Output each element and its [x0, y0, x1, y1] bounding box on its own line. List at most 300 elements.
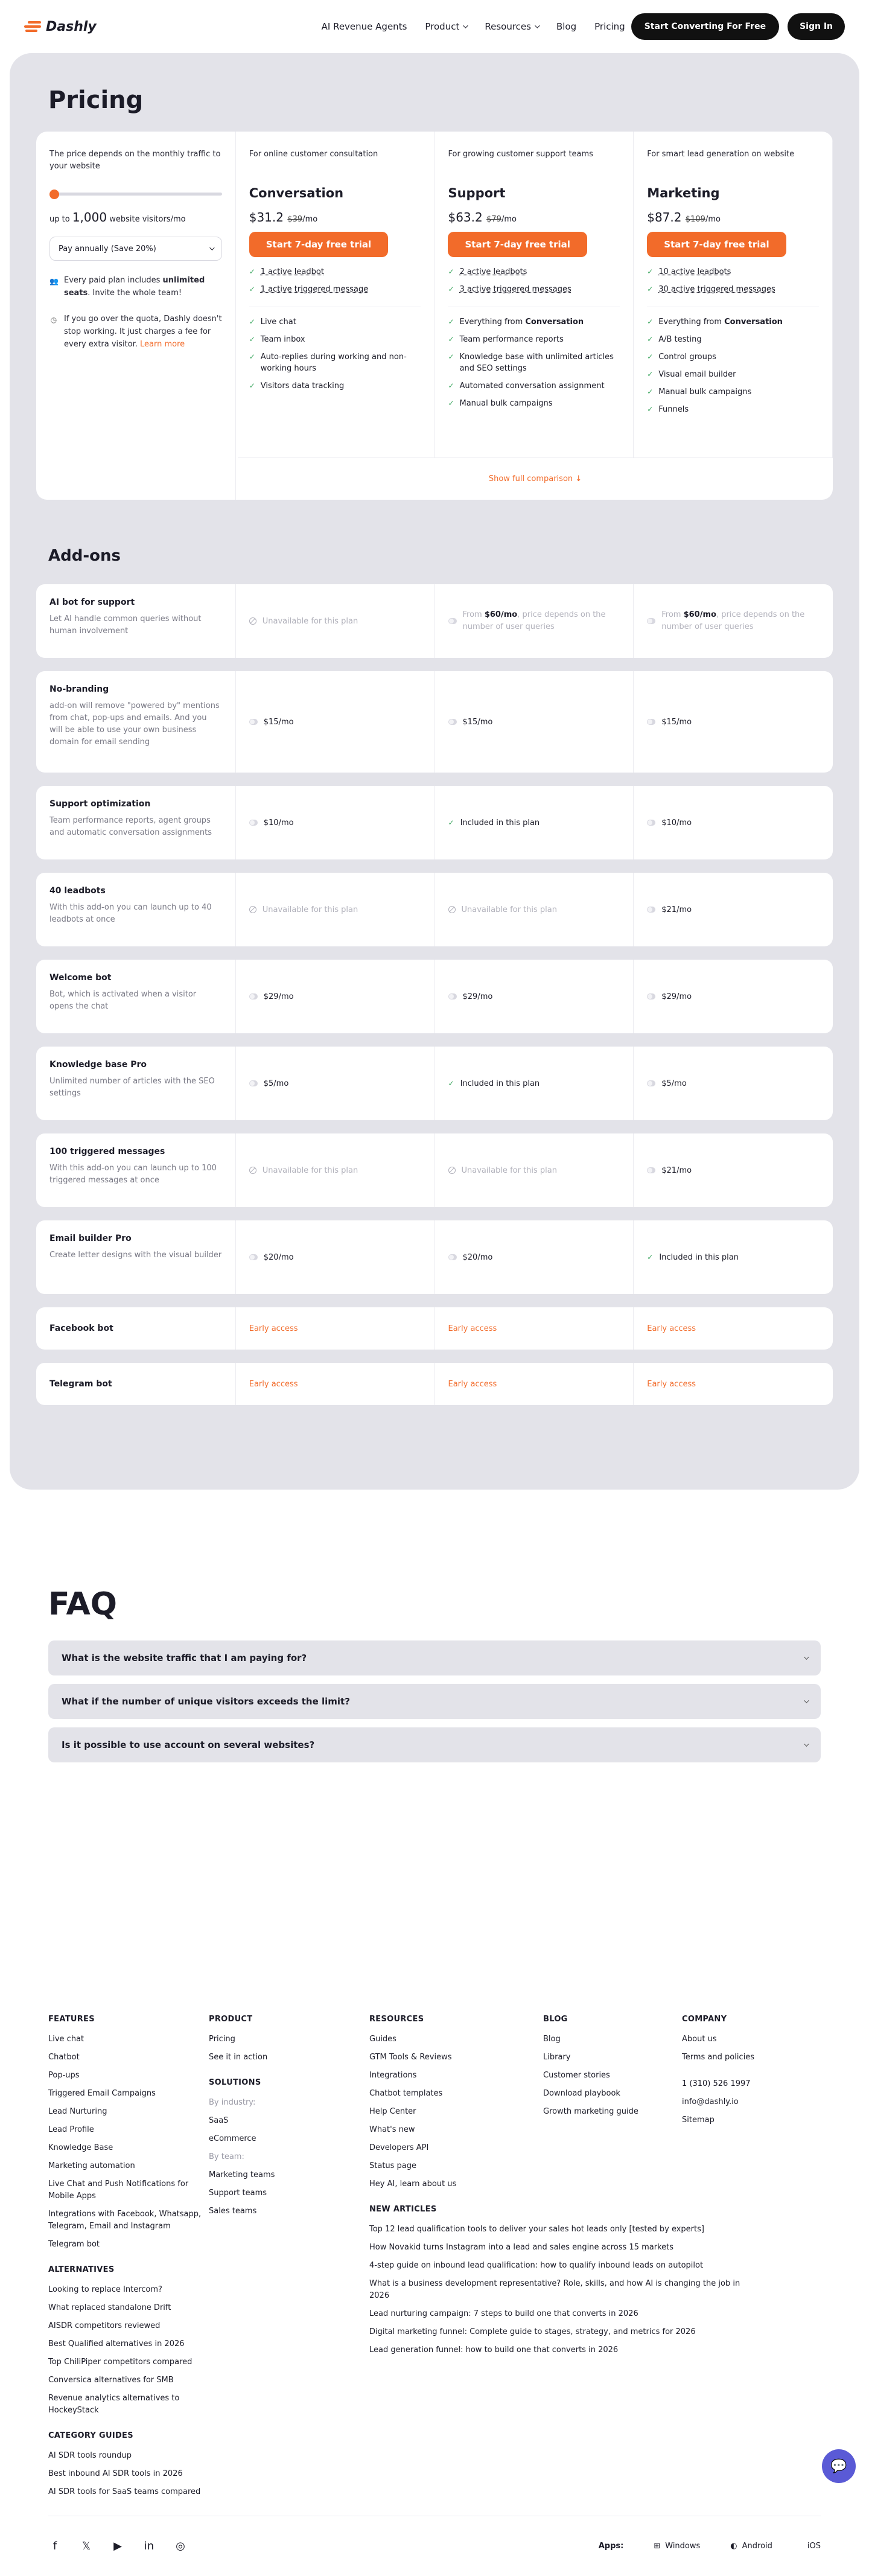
footer-link[interactable]: GTM Tools & Reviews [369, 2053, 452, 2062]
footer-link[interactable]: Support teams [209, 2189, 267, 2198]
cell-text: Included in this plan [460, 818, 540, 827]
faq-question[interactable] [48, 1727, 821, 1762]
chevron-down-icon [804, 1654, 809, 1659]
chevron-down-icon [535, 23, 540, 28]
addon-toggle[interactable] [448, 1254, 457, 1260]
logo[interactable] [24, 19, 97, 34]
addon-name: Welcome bot [49, 973, 112, 983]
logo-text: Dashly [46, 19, 97, 34]
footer-link[interactable]: Pricing [209, 2035, 235, 2044]
table-row [36, 671, 833, 773]
check-icon: ✓ [647, 370, 654, 378]
limit-text[interactable]: 10 active leadbots [658, 267, 731, 276]
traffic-slider[interactable] [49, 190, 222, 197]
everything-from: Conversation [724, 317, 783, 327]
check-icon: ✓ [647, 405, 654, 413]
footer-blog-list [543, 2033, 682, 2118]
addon-toggle[interactable] [249, 820, 258, 826]
footer-link[interactable]: Knowledge Base [48, 2143, 113, 2152]
spacer [48, 2423, 209, 2431]
nav-resources-label: Resources [485, 21, 531, 32]
limit-text[interactable]: 1 active triggered message [260, 285, 369, 294]
logo-icon [24, 20, 41, 33]
limit-text[interactable]: 30 active triggered messages [658, 285, 775, 294]
addon-cell [435, 584, 634, 658]
plan-limits [249, 263, 421, 298]
seats-note-a: Every paid plan includes [64, 276, 163, 285]
check-icon: ✓ [448, 1079, 454, 1088]
addon-cell [634, 786, 833, 859]
cell-text: Included in this plan [460, 1079, 540, 1088]
addon-toggle[interactable] [448, 993, 457, 999]
learn-more-link[interactable]: Learn more [140, 340, 185, 349]
plan-for: For smart lead generation on website [647, 150, 795, 159]
footer-link[interactable]: AI SDR tools roundup [48, 2451, 132, 2460]
addon-toggle[interactable] [249, 1080, 258, 1086]
table-row [36, 1133, 833, 1207]
check-icon: ✓ [448, 285, 454, 293]
apps-links [599, 2542, 821, 2551]
footer-link[interactable]: Top ChiliPiper competitors compared [48, 2358, 193, 2367]
plan-conversation [236, 132, 435, 457]
price-per: /mo [705, 215, 721, 224]
footer-link[interactable]: Top 12 lead qualification tools to deliver your sales hot leads only [tested by experts] [369, 2225, 704, 2234]
table-row [36, 1363, 833, 1405]
addon-toggle[interactable] [448, 618, 457, 624]
price-per: /mo [302, 215, 318, 224]
x-icon[interactable]: 𝕏 [81, 2540, 91, 2552]
addon-toggle[interactable] [249, 993, 258, 999]
list-item [647, 313, 819, 331]
faq-question[interactable] [48, 1640, 821, 1675]
addon-cell [435, 671, 634, 773]
phone-link[interactable]: 1 (310) 526 1997 [682, 2079, 751, 2088]
footer-link[interactable]: Help Center [369, 2107, 416, 2116]
check-icon: ✓ [647, 267, 654, 276]
addon-name: No-branding [49, 684, 109, 694]
footer-link[interactable]: Terms and policies [682, 2053, 754, 2062]
feature-text: Visitors data tracking [260, 381, 345, 391]
addon-toggle[interactable] [647, 1080, 655, 1086]
footer-link[interactable]: What's new [369, 2125, 415, 2134]
addon-info [36, 1133, 236, 1207]
plan-marketing [634, 132, 833, 457]
footer-link[interactable]: Lead generation funnel: how to build one that converts in 2026 [369, 2345, 619, 2354]
table-row [36, 1047, 833, 1120]
feature-text [459, 316, 584, 328]
page-title: Pricing [48, 86, 144, 114]
feature-text: Knowledge base with unlimited articles and SEO settings [459, 352, 614, 373]
pricing-config [36, 132, 236, 500]
footer-link[interactable]: Live chat [48, 2035, 84, 2044]
price-value: $87.2 [647, 210, 682, 225]
chevron-down-icon [209, 245, 214, 250]
list-item [647, 383, 819, 401]
early-access-link[interactable]: Early access [647, 1324, 696, 1333]
check-icon: ✓ [647, 1253, 654, 1261]
chat-widget-button[interactable] [822, 2449, 856, 2483]
addon-cell [236, 1133, 435, 1207]
plan-limits [448, 263, 620, 298]
footer-link[interactable]: Guides [369, 2035, 396, 2044]
footer-link[interactable]: About us [682, 2035, 717, 2044]
app-android[interactable] [730, 2542, 772, 2551]
plan-for: For growing customer support teams [448, 150, 593, 159]
addon-toggle[interactable] [647, 618, 655, 624]
start-converting-button[interactable]: Start Converting For Free [631, 13, 779, 40]
feature-text: Visual email builder [658, 370, 736, 379]
footer-team-list [209, 2169, 369, 2217]
footer-company-list [682, 2033, 803, 2064]
addon-cell [435, 1047, 634, 1120]
by-team-label: By team: [209, 2152, 244, 2161]
unavailable-icon [448, 1167, 456, 1174]
pricing-card [36, 132, 833, 500]
cell-text: $21/mo [661, 905, 692, 914]
addon-desc: With this add-on you can launch up to 40 leadbots at once [49, 903, 212, 924]
chevron-down-icon [804, 1698, 809, 1703]
check-icon: ✓ [448, 352, 454, 361]
addon-desc: Team performance reports, agent groups and automatic conversation assignments [49, 816, 212, 837]
addon-name: Facebook bot [49, 1324, 113, 1333]
footer-col-features [48, 2015, 209, 2516]
quota-note [49, 313, 222, 351]
cell-text: Unavailable for this plan [262, 1165, 358, 1175]
clock-icon: ◷ [50, 316, 57, 324]
footer-link[interactable]: Blog [543, 2035, 561, 2044]
feature-text: Auto-replies during working and non-working hours [260, 352, 407, 373]
footer-heading: CATEGORY GUIDES [48, 2431, 133, 2440]
cell-text: $15/mo [462, 717, 493, 727]
addon-cell [236, 1307, 435, 1350]
cell-text: $29/mo [661, 992, 692, 1001]
addon-cell [435, 960, 634, 1033]
footer [0, 2015, 869, 2516]
table-row [36, 1220, 833, 1294]
addon-name: Telegram bot [49, 1379, 112, 1389]
nav-resources[interactable] [485, 21, 538, 32]
addon-toggle[interactable] [647, 993, 655, 999]
check-icon: ✓ [448, 818, 454, 827]
addon-cell [634, 1047, 833, 1120]
check-icon: ✓ [249, 285, 255, 293]
check-icon: ✓ [249, 317, 255, 326]
sign-in-button[interactable]: Sign In [788, 13, 845, 40]
quota-price: $60/mo [484, 610, 518, 619]
apps-label: Apps: [598, 2542, 624, 2551]
plan-limits [647, 263, 819, 298]
unavailable-icon [249, 617, 256, 625]
cell-text: $29/mo [462, 992, 493, 1001]
footer-link[interactable]: Revenue analytics alternatives to HockeyStack [48, 2394, 180, 2415]
footer-link[interactable]: 4-step guide on inbound lead qualification: how to qualify inbound leads on autopilot [369, 2261, 704, 2270]
faq-question-text: What if the number of unique visitors exceeds the limit? [62, 1696, 350, 1707]
addon-name: Support optimization [49, 799, 151, 809]
feature-text: Manual bulk campaigns [658, 387, 752, 397]
cell-text: Unavailable for this plan [262, 616, 358, 626]
cell-text [463, 609, 620, 633]
footer-heading: PRODUCT [209, 2015, 253, 2024]
footer-link[interactable]: Customer stories [543, 2071, 610, 2080]
footer-features-list [48, 2033, 209, 2251]
plan-support [434, 132, 634, 457]
footer-link[interactable]: Lead Nurturing [48, 2107, 107, 2116]
trial-button[interactable]: Start 7-day free trial [448, 232, 587, 257]
footer-link[interactable]: How Novakid turns Instagram into a lead and sales engine across 15 markets [369, 2243, 674, 2252]
windows-icon: ⊞ [654, 2542, 661, 2551]
footer-link[interactable]: Developers API [369, 2143, 429, 2152]
addon-name: Email builder Pro [49, 1234, 132, 1243]
plan-for: For online customer consultation [249, 150, 378, 159]
check-icon: ✓ [448, 399, 454, 407]
cell-text: $15/mo [661, 717, 692, 727]
cell-text: $29/mo [263, 992, 294, 1001]
seats-note-b: unlimited seats [64, 276, 205, 298]
early-access-link[interactable]: Early access [647, 1379, 696, 1389]
footer-link[interactable]: Marketing automation [48, 2161, 135, 2170]
check-icon: ✓ [249, 352, 255, 361]
check-icon: ✓ [647, 387, 654, 396]
faq-section [0, 1490, 869, 2015]
price-value: $31.2 [249, 210, 284, 225]
slider-track [49, 193, 222, 196]
footer-col-product [209, 2015, 369, 2516]
list-item [647, 401, 819, 418]
footer-link[interactable]: Library [543, 2053, 571, 2062]
footer-link[interactable]: Growth marketing guide [543, 2107, 638, 2116]
addon-cell [236, 1363, 435, 1405]
footer-link[interactable]: Integrations [369, 2071, 417, 2080]
instagram-icon[interactable]: ◎ [176, 2540, 185, 2552]
addon-desc: Bot, which is activated when a visitor opens the chat [49, 990, 197, 1011]
footer-link[interactable]: Status page [369, 2161, 417, 2170]
footer-heading: NEW ARTICLES [369, 2205, 437, 2214]
footer-col-company [682, 2015, 803, 2516]
footer-link[interactable]: AISDR competitors reviewed [48, 2321, 161, 2330]
limit-text[interactable]: 2 active leadbots [459, 267, 527, 276]
limit-text[interactable]: 3 active triggered messages [459, 285, 571, 294]
addon-toggle[interactable] [249, 719, 258, 725]
addon-toggle[interactable] [249, 1254, 258, 1260]
feature-text: Team inbox [260, 335, 305, 344]
footer-link[interactable]: Lead Profile [48, 2125, 94, 2134]
check-icon: ✓ [647, 285, 654, 293]
addon-toggle[interactable] [647, 1167, 655, 1173]
list-item [448, 377, 620, 395]
linkedin-icon[interactable]: in [144, 2540, 154, 2552]
quota-price: $60/mo [683, 610, 716, 619]
list-item [249, 263, 421, 281]
addon-info [36, 1047, 236, 1120]
footer-link[interactable]: SaaS [209, 2116, 229, 2125]
early-access-link[interactable]: Early access [249, 1379, 298, 1389]
unavailable-icon [448, 906, 456, 913]
footer-link[interactable]: Live Chat and Push Notifications for Mobile Apps [48, 2179, 189, 2201]
footer-link[interactable]: Chatbot templates [369, 2089, 443, 2098]
addon-cell [236, 960, 435, 1033]
addon-desc: Unlimited number of articles with the SEO settings [49, 1077, 215, 1098]
addon-toggle[interactable] [647, 719, 655, 725]
check-icon: ✓ [448, 335, 454, 343]
quota-rest: , price depends on the number of user queries [462, 610, 606, 631]
footer-link[interactable]: Pop-ups [48, 2071, 80, 2080]
footer-link[interactable]: Integrations with Facebook, Whatsapp, Telegram, Email and Instagram [48, 2210, 202, 2231]
check-icon: ✓ [647, 352, 654, 361]
footer-link[interactable]: What replaced standalone Drift [48, 2303, 171, 2312]
nav-product[interactable] [425, 21, 466, 32]
footer-link[interactable]: Hey AI, learn about us [369, 2179, 457, 2189]
nav-ai-agents[interactable]: AI Revenue Agents [321, 21, 407, 32]
slider-thumb[interactable] [49, 190, 59, 199]
feature-text [658, 316, 783, 328]
table-row [36, 584, 833, 658]
visitors-value: 1,000 [72, 210, 107, 225]
footer-product-list [209, 2033, 369, 2064]
check-icon: ✓ [448, 381, 454, 390]
footer-link[interactable]: Best inbound AI SDR tools in 2026 [48, 2469, 183, 2478]
email-link[interactable]: info@dashly.io [682, 2097, 739, 2106]
footer-link[interactable]: Digital marketing funnel: Complete guide to stages, strategy, and metrics for 2026 [369, 2327, 696, 2336]
footer-link[interactable]: Download playbook [543, 2089, 620, 2098]
cell-text: $10/mo [263, 818, 294, 827]
footer-link[interactable]: Conversica alternatives for SMB [48, 2376, 174, 2385]
chevron-down-icon [804, 1741, 809, 1746]
spacer [682, 2070, 803, 2078]
footer-link[interactable]: Sales teams [209, 2207, 257, 2216]
footer-link[interactable]: Triggered Email Campaigns [48, 2089, 156, 2098]
footer-link[interactable]: Best Qualified alternatives in 2026 [48, 2339, 185, 2348]
app-ios[interactable] [803, 2542, 821, 2551]
addon-cell [236, 1047, 435, 1120]
addon-toggle[interactable] [448, 719, 457, 725]
footer-link[interactable]: Chatbot [48, 2053, 80, 2062]
show-full-comparison-link[interactable]: Show full comparison ↓ [238, 457, 833, 500]
footer-resources-list [369, 2033, 543, 2190]
footer-link[interactable]: Lead nurturing campaign: 7 steps to build one that converts in 2026 [369, 2309, 638, 2318]
list-item [647, 366, 819, 383]
footer-heading: BLOG [543, 2015, 568, 2024]
footer-heading: FEATURES [48, 2015, 95, 2024]
addon-cell [634, 584, 833, 658]
list-item [448, 313, 620, 331]
list-item [647, 281, 819, 298]
cell-text: $15/mo [263, 717, 294, 727]
addon-name: Knowledge base Pro [49, 1060, 147, 1070]
table-row [36, 960, 833, 1033]
billing-select[interactable] [49, 237, 222, 261]
footer-alternatives-list [48, 2284, 209, 2417]
early-access-link[interactable]: Early access [448, 1379, 497, 1389]
footer-link[interactable]: eCommerce [209, 2134, 256, 2143]
visitors-prefix: up to [49, 215, 70, 224]
quota-prefix: From [661, 610, 684, 619]
footer-bottom [48, 2516, 821, 2576]
addon-toggle[interactable] [647, 907, 655, 913]
addon-cell [236, 873, 435, 946]
addon-info [36, 584, 236, 658]
nav-pricing[interactable]: Pricing [594, 21, 625, 32]
list-item [448, 348, 620, 377]
list-item [448, 263, 620, 281]
nav-links [322, 21, 625, 32]
faq-question[interactable] [48, 1684, 821, 1719]
addon-info [36, 873, 236, 946]
footer-link[interactable]: Marketing teams [209, 2170, 275, 2179]
footer-link[interactable]: AI SDR tools for SaaS teams compared [48, 2487, 201, 2496]
cell-text: $5/mo [661, 1079, 687, 1088]
addon-cell [236, 671, 435, 773]
visitors-suffix: website visitors/mo [109, 215, 186, 224]
list-item [249, 281, 421, 298]
faq-question-text: Is it possible to use account on several websites? [62, 1739, 315, 1750]
addon-name: 40 leadbots [49, 886, 106, 896]
footer-link[interactable]: Telegram bot [48, 2240, 100, 2249]
list-item [249, 377, 421, 395]
check-icon: ✓ [448, 317, 454, 326]
pricing-section [10, 53, 859, 1490]
footer-link[interactable]: See it in action [209, 2053, 268, 2062]
by-industry-label: By industry: [209, 2098, 256, 2107]
faq-title: FAQ [48, 1586, 118, 1622]
early-access-link[interactable]: Early access [249, 1324, 298, 1333]
check-icon: ✓ [249, 267, 255, 276]
youtube-icon[interactable]: ▶ [113, 2540, 122, 2552]
trial-button[interactable]: Start 7-day free trial [249, 232, 388, 257]
quota-note-body: If you go over the quota, Dashly doesn't stop working. It just charges a fee for every extra visitor. [64, 314, 222, 349]
addon-toggle[interactable] [647, 820, 655, 826]
early-access-link[interactable]: Early access [448, 1324, 497, 1333]
trial-button[interactable]: Start 7-day free trial [647, 232, 786, 257]
limit-text[interactable]: 1 active leadbot [260, 267, 324, 276]
cell-text: $21/mo [661, 1165, 692, 1175]
addon-cell [634, 960, 833, 1033]
addon-name: AI bot for support [49, 598, 135, 607]
addon-desc: With this add-on you can launch up to 100 triggered messages at once [49, 1164, 217, 1185]
addon-cell [634, 1220, 833, 1294]
plan-features [249, 313, 421, 395]
cell-text: Included in this plan [659, 1252, 739, 1262]
traffic-intro: The price depends on the monthly traffic to your website [49, 150, 221, 171]
addon-info [36, 1363, 236, 1405]
footer-category-list [48, 2450, 209, 2498]
list-item [647, 331, 819, 348]
sitemap-link[interactable]: Sitemap [682, 2115, 715, 2125]
footer-heading: ALTERNATIVES [48, 2265, 115, 2274]
top-nav [0, 0, 869, 53]
everything-prefix: Everything from [658, 317, 725, 327]
feature-text: Team performance reports [459, 335, 564, 344]
addons-title: Add-ons [48, 547, 121, 565]
cell-text: $20/mo [263, 1252, 294, 1262]
check-icon: ✓ [647, 335, 654, 343]
footer-link[interactable]: Looking to replace Intercom? [48, 2285, 162, 2294]
spacer [48, 2257, 209, 2265]
table-row [36, 786, 833, 859]
list-item [647, 263, 819, 281]
spacer [369, 2196, 543, 2205]
unavailable-icon [249, 906, 256, 913]
users-icon: 👥 [49, 277, 59, 285]
price-per: /mo [501, 215, 517, 224]
addon-cell [634, 1307, 833, 1350]
facebook-icon[interactable]: f [53, 2540, 57, 2552]
plan-name: Support [448, 186, 506, 200]
footer-heading: RESOURCES [369, 2015, 424, 2024]
app-windows[interactable] [654, 2542, 700, 2551]
nav-blog[interactable]: Blog [556, 21, 577, 32]
footer-link[interactable]: What is a business development representative? Role, skills, and how AI is changing the job in 2026 [369, 2279, 740, 2300]
cell-text: Unavailable for this plan [461, 905, 557, 914]
